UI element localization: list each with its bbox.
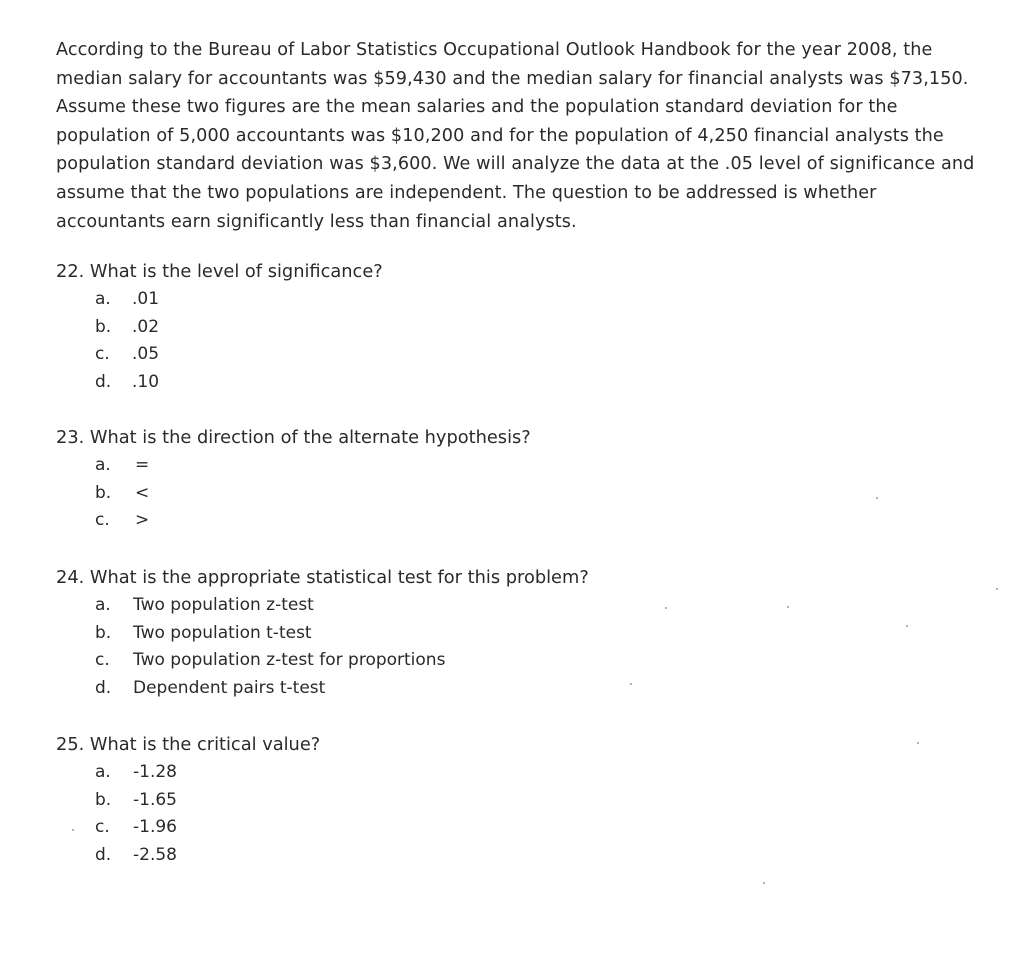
- answer-choice[interactable]: [56, 286, 383, 314]
- answer-choice[interactable]: [56, 814, 320, 842]
- question-22: [56, 258, 383, 396]
- scan-speck: [996, 588, 998, 590]
- scan-speck: [630, 683, 632, 685]
- choice-text: .01: [132, 289, 160, 309]
- choice-text: .05: [132, 344, 160, 365]
- answer-choice[interactable]: [56, 507, 531, 535]
- answer-choice[interactable]: [56, 480, 531, 508]
- answer-choice[interactable]: [56, 842, 320, 870]
- answer-choice[interactable]: [56, 620, 589, 648]
- answer-choice[interactable]: [56, 592, 589, 620]
- choice-letter: d.: [95, 677, 112, 698]
- choice-letter: a.: [95, 762, 111, 782]
- answer-choice[interactable]: [56, 675, 589, 703]
- choice-letter: c.: [95, 650, 110, 671]
- answer-choice[interactable]: [56, 647, 589, 675]
- question-stem: 22. What is the level of significance?: [56, 261, 383, 282]
- scan-speck: [665, 607, 667, 609]
- choice-text: Two population t-test: [133, 622, 312, 643]
- question-24: [56, 564, 589, 702]
- scan-speck: [763, 882, 765, 884]
- choice-letter: b.: [95, 789, 112, 810]
- choice-text: <: [135, 482, 150, 503]
- scan-speck: [876, 497, 878, 499]
- choice-text: Two population z-test: [133, 595, 314, 615]
- question-25: [56, 731, 320, 869]
- choice-letter: b.: [95, 482, 112, 503]
- choice-letter: a.: [95, 455, 111, 475]
- choice-text: Two population z-test for proportions: [133, 650, 446, 671]
- choice-text: Dependent pairs t-test: [133, 677, 326, 698]
- choice-text: =: [135, 455, 150, 475]
- answer-choice[interactable]: [56, 787, 320, 815]
- choice-letter: a.: [95, 595, 111, 615]
- choice-text: >: [135, 510, 150, 531]
- choice-letter: d.: [95, 844, 112, 865]
- choice-letter: a.: [95, 289, 111, 309]
- choice-letter: b.: [95, 316, 112, 337]
- choice-letter: c.: [95, 817, 110, 838]
- choice-letter: c.: [95, 510, 110, 531]
- problem-intro-paragraph: According to the Bureau of Labor Statistics Occupational Outlook Handbook for the year 2008, the median salary for accountants was $59,430 and the median salary for financial analysts was $73,150. Assume these two figures are the mean salaries and the population standard deviation for the population of 5,000 accountants was $10,200 and for the population of 4,250 financial analysts the population standard deviation was $3,600. We will analyze the data at the .05 level of significance and assume that the two populations are independent. The question to be addressed is whether accountants earn significantly less than financial analysts.: [56, 40, 975, 232]
- choice-text: -2.58: [133, 844, 177, 865]
- choice-letter: d.: [95, 371, 112, 392]
- answer-choice[interactable]: [56, 452, 531, 480]
- choice-text: .02: [132, 316, 160, 337]
- question-stem: 25. What is the critical value?: [56, 734, 321, 755]
- question-stem: 24. What is the appropriate statistical test for this problem?: [56, 567, 589, 588]
- scan-speck: [72, 829, 74, 831]
- answer-choice[interactable]: [56, 759, 320, 787]
- answer-choice[interactable]: [56, 314, 383, 342]
- choice-text: .10: [132, 371, 160, 392]
- choice-text: -1.28: [133, 762, 177, 782]
- choice-letter: b.: [95, 622, 112, 643]
- answer-choice[interactable]: [56, 369, 383, 397]
- choice-letter: c.: [95, 344, 110, 365]
- choice-text: -1.65: [133, 789, 177, 810]
- choice-text: -1.96: [133, 817, 177, 838]
- question-23: [56, 424, 531, 535]
- scan-speck: [917, 742, 919, 744]
- scan-speck: [787, 606, 789, 608]
- answer-choice[interactable]: [56, 341, 383, 369]
- question-stem: 23. What is the direction of the alternate hypothesis?: [56, 427, 531, 448]
- scan-speck: [906, 625, 908, 627]
